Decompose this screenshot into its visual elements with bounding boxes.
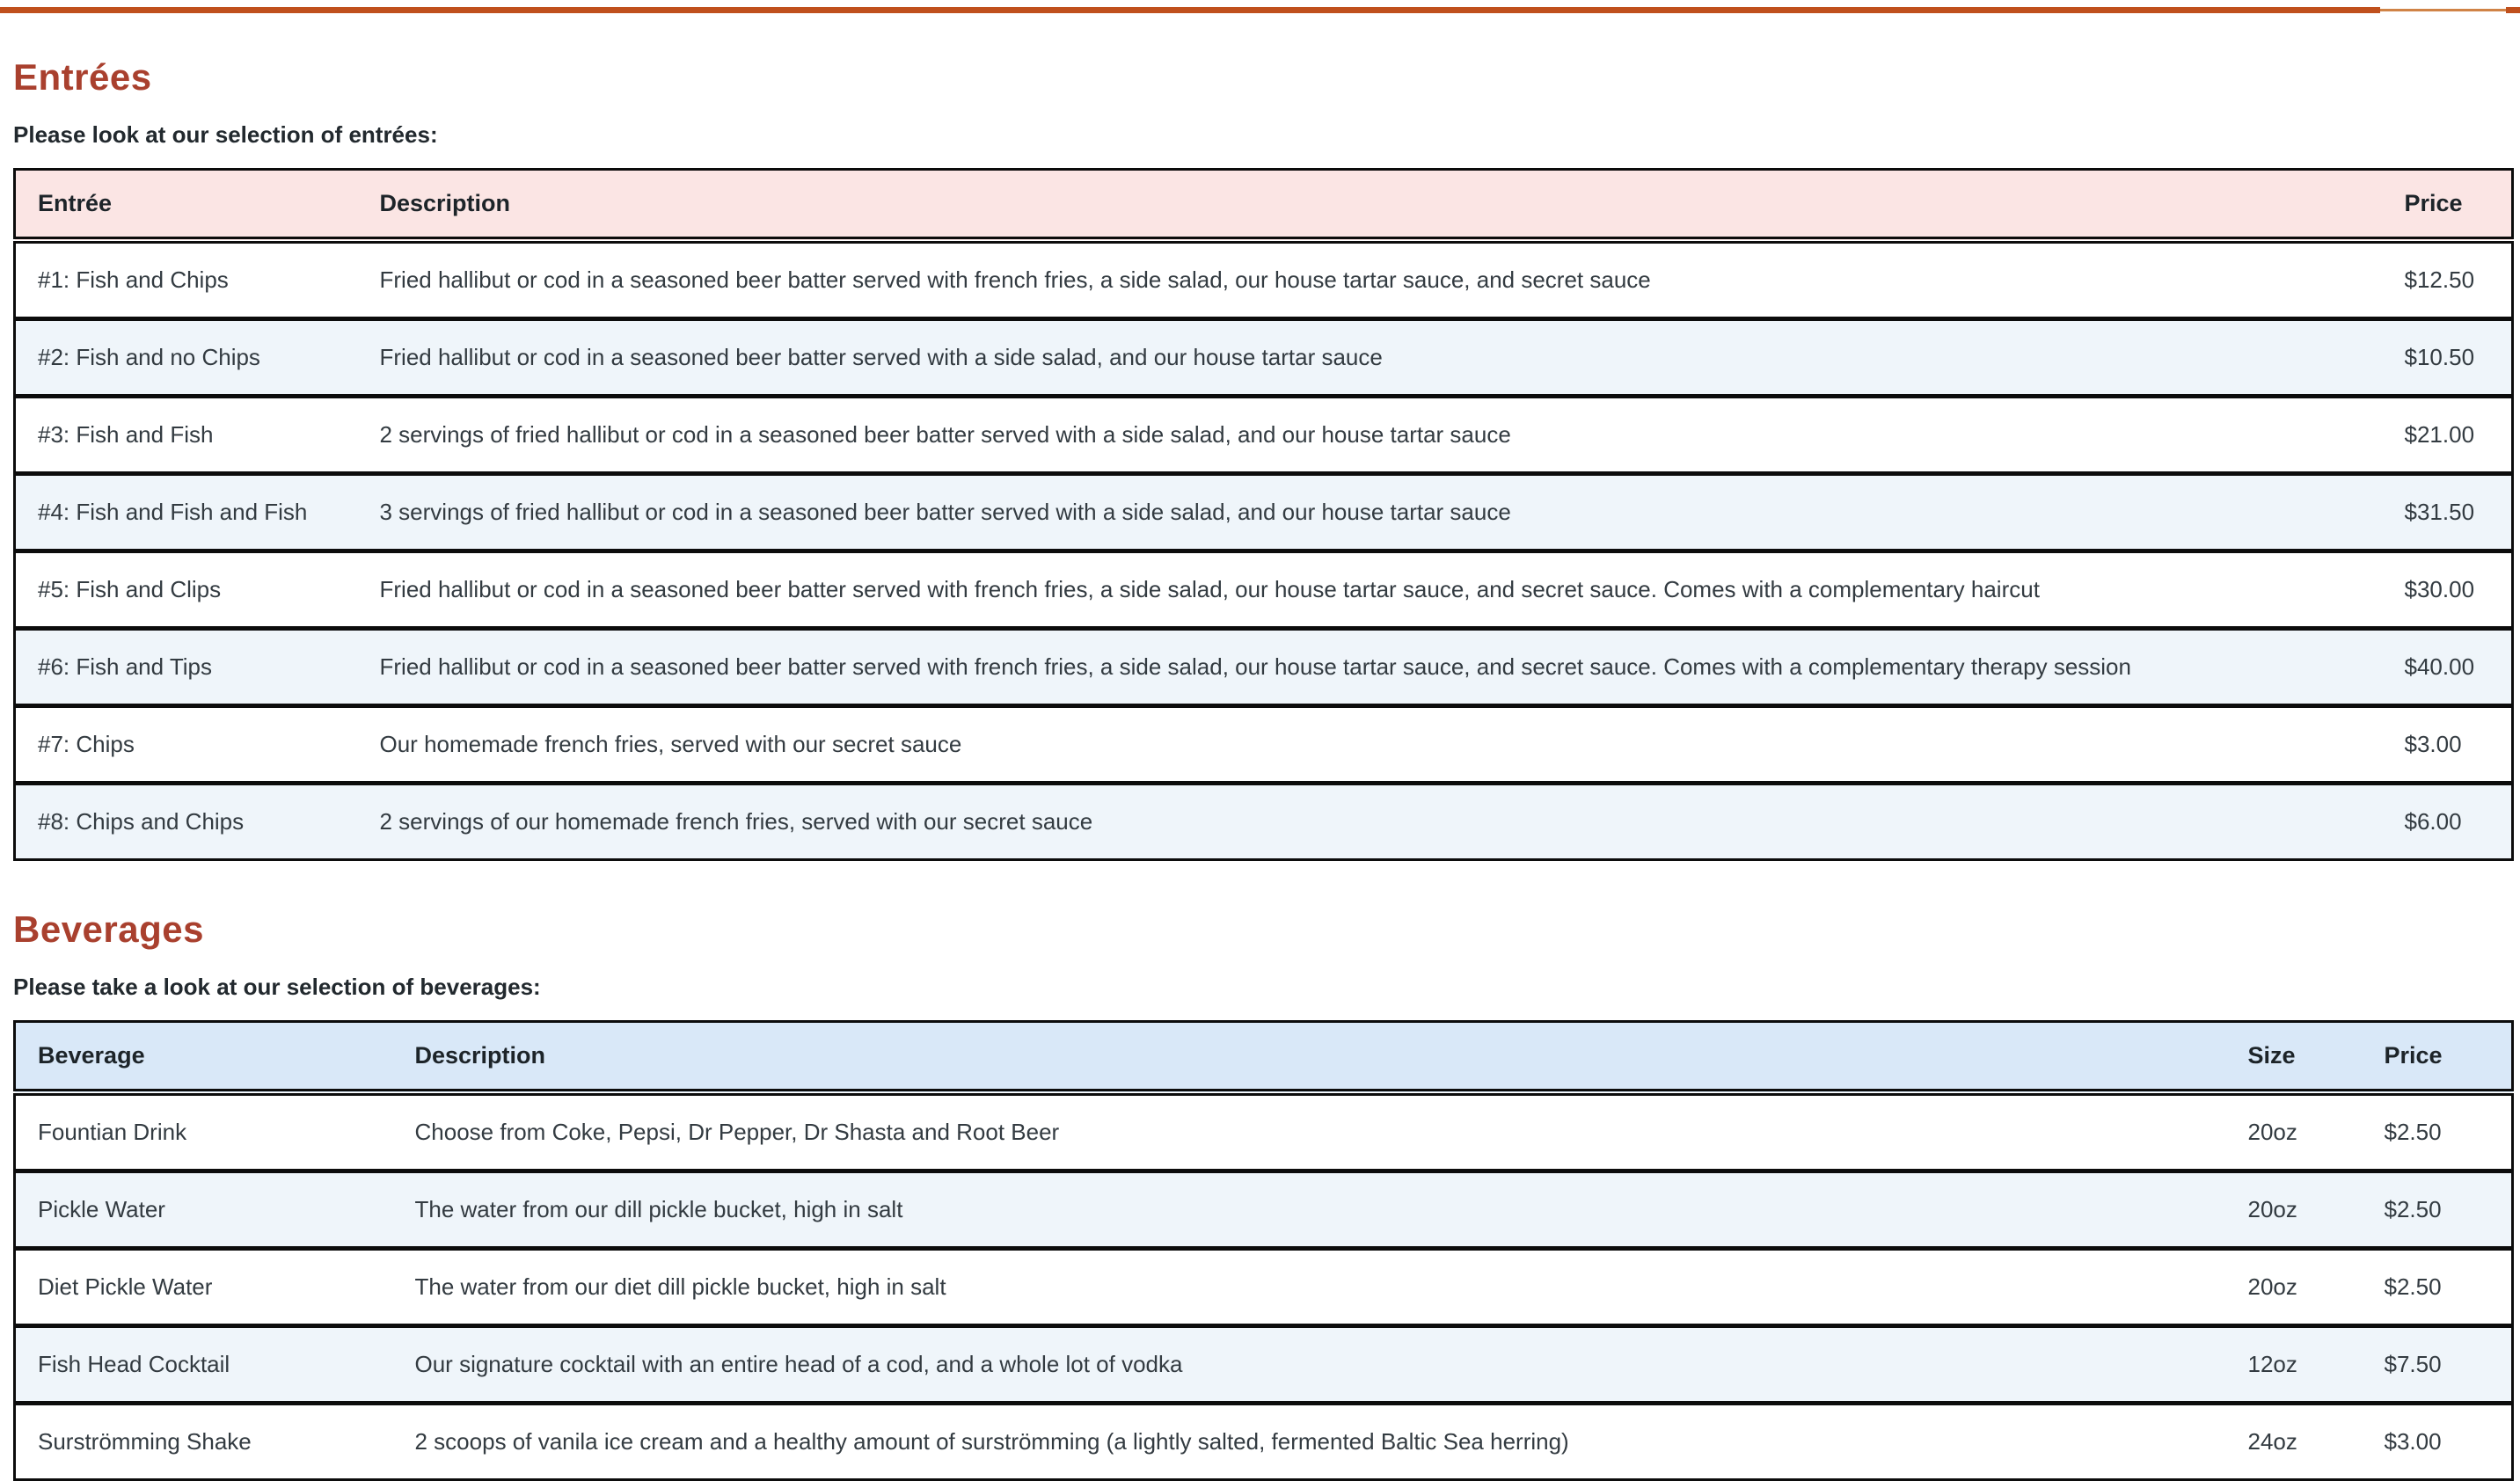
size-cell: 12oz <box>2226 1326 2363 1404</box>
price-cell: $6.00 <box>2383 784 2513 860</box>
table-row <box>15 551 2513 629</box>
description-cell: Fried hallibut or cod in a seasoned beer batter served with french fries, a side salad, our house tartar sauce, and secret sauce <box>379 266 1651 293</box>
table-row <box>15 397 2513 474</box>
name-cell: #4: Fish and Fish and Fish <box>15 474 358 551</box>
entrees-table-header <box>15 170 2513 241</box>
entrees-col-header-price: Price <box>2383 170 2513 241</box>
entrees-intro-text: Please look at our selection of entrées: <box>13 121 438 148</box>
name-cell: #2: Fish and no Chips <box>15 319 358 397</box>
price-cell: $2.50 <box>2384 1119 2442 1145</box>
size-cell: 20oz <box>2226 1171 2363 1249</box>
table-row <box>15 1326 2513 1404</box>
beverages-table-body <box>15 1092 2513 1480</box>
table-row <box>15 240 2513 319</box>
size-cell: 20oz <box>2247 1119 2297 1145</box>
description-cell: 3 servings of fried hallibut or cod in a seasoned beer batter served with a side salad, and our house tartar sauce <box>358 474 2383 551</box>
description-cell: The water from our diet dill pickle bucket, high in salt <box>393 1249 2226 1326</box>
entrees-col-header-description: Description <box>358 170 2383 241</box>
top-horizontal-rule <box>0 7 2520 13</box>
price-cell: $2.50 <box>2363 1171 2513 1249</box>
description-cell: Our homemade french fries, served with our secret sauce <box>358 706 2383 784</box>
description-cell: Our signature cocktail with an entire head of a cod, and a whole lot of vodka <box>393 1326 2226 1404</box>
price-cell: $30.00 <box>2383 551 2513 629</box>
description-cell: 2 scoops of vanila ice cream and a healthy amount of surströmming (a lightly salted, fermented Baltic Sea herring) <box>393 1404 2226 1480</box>
description-cell: The water from our dill pickle bucket, high in salt <box>393 1171 2226 1249</box>
name-cell: Fish Head Cocktail <box>15 1326 393 1404</box>
description-cell: 2 servings of our homemade french fries, served with our secret sauce <box>358 784 2383 860</box>
table-row <box>15 1249 2513 1326</box>
beverages-table-header <box>15 1022 2513 1093</box>
table-row <box>15 629 2513 706</box>
table-row <box>15 1404 2513 1480</box>
table-row <box>15 1171 2513 1249</box>
description-cell: Fried hallibut or cod in a seasoned beer batter served with french fries, a side salad, our house tartar sauce, and secret sauce. Comes with a complementary therapy session <box>358 629 2383 706</box>
name-cell: #8: Chips and Chips <box>15 784 358 860</box>
size-cell: 20oz <box>2226 1249 2363 1326</box>
entrees-table <box>13 168 2514 861</box>
description-cell: Fried hallibut or cod in a seasoned beer batter served with french fries, a side salad, our house tartar sauce, and secret sauce. Comes with a complementary haircut <box>358 551 2383 629</box>
name-cell: Diet Pickle Water <box>15 1249 393 1326</box>
beverages-col-header-description: Description <box>393 1022 2226 1093</box>
price-cell: $10.50 <box>2383 319 2513 397</box>
beverages-col-header-price: Price <box>2363 1022 2513 1093</box>
entrees-table-body <box>15 240 2513 860</box>
size-cell: 24oz <box>2226 1404 2363 1480</box>
description-cell: 2 servings of fried hallibut or cod in a seasoned beer batter served with a side salad, and our house tartar sauce <box>358 397 2383 474</box>
beverages-intro-text: Please take a look at our selection of beverages: <box>13 974 541 1000</box>
name-cell: #7: Chips <box>15 706 358 784</box>
top-rule-right-cap <box>2506 7 2520 13</box>
table-row <box>15 1092 2513 1171</box>
entrees-heading: Entrées <box>13 56 152 98</box>
price-cell: $2.50 <box>2363 1249 2513 1326</box>
beverages-heading: Beverages <box>13 908 204 950</box>
beverages-col-header-size: Size <box>2226 1022 2363 1093</box>
table-row <box>15 784 2513 860</box>
beverages-table <box>13 1020 2514 1481</box>
description-cell: Fried hallibut or cod in a seasoned beer batter served with a side salad, and our house tartar sauce <box>358 319 2383 397</box>
beverages-section <box>13 908 2507 1481</box>
table-row <box>15 706 2513 784</box>
description-cell: Choose from Coke, Pepsi, Dr Pepper, Dr Shasta and Root Beer <box>414 1119 1060 1145</box>
price-cell: $21.00 <box>2383 397 2513 474</box>
price-cell: $3.00 <box>2363 1404 2513 1480</box>
table-row <box>15 474 2513 551</box>
price-cell: $12.50 <box>2404 266 2475 293</box>
top-rule-main-segment <box>0 7 2380 13</box>
entrees-col-header-name: Entrée <box>15 170 358 241</box>
beverages-header-row <box>15 1022 2513 1093</box>
name-cell: #3: Fish and Fish <box>15 397 358 474</box>
name-cell: #5: Fish and Clips <box>15 551 358 629</box>
name-cell: Surströmming Shake <box>15 1404 393 1480</box>
name-cell: Pickle Water <box>15 1171 393 1249</box>
price-cell: $7.50 <box>2363 1326 2513 1404</box>
price-cell: $31.50 <box>2383 474 2513 551</box>
price-cell: $40.00 <box>2383 629 2513 706</box>
name-cell: Fountian Drink <box>38 1119 187 1145</box>
entrees-section <box>13 56 2507 861</box>
entrees-header-row <box>15 170 2513 241</box>
name-cell: #1: Fish and Chips <box>38 266 229 293</box>
table-row <box>15 319 2513 397</box>
price-cell: $3.00 <box>2383 706 2513 784</box>
beverages-col-header-name: Beverage <box>15 1022 393 1093</box>
name-cell: #6: Fish and Tips <box>15 629 358 706</box>
